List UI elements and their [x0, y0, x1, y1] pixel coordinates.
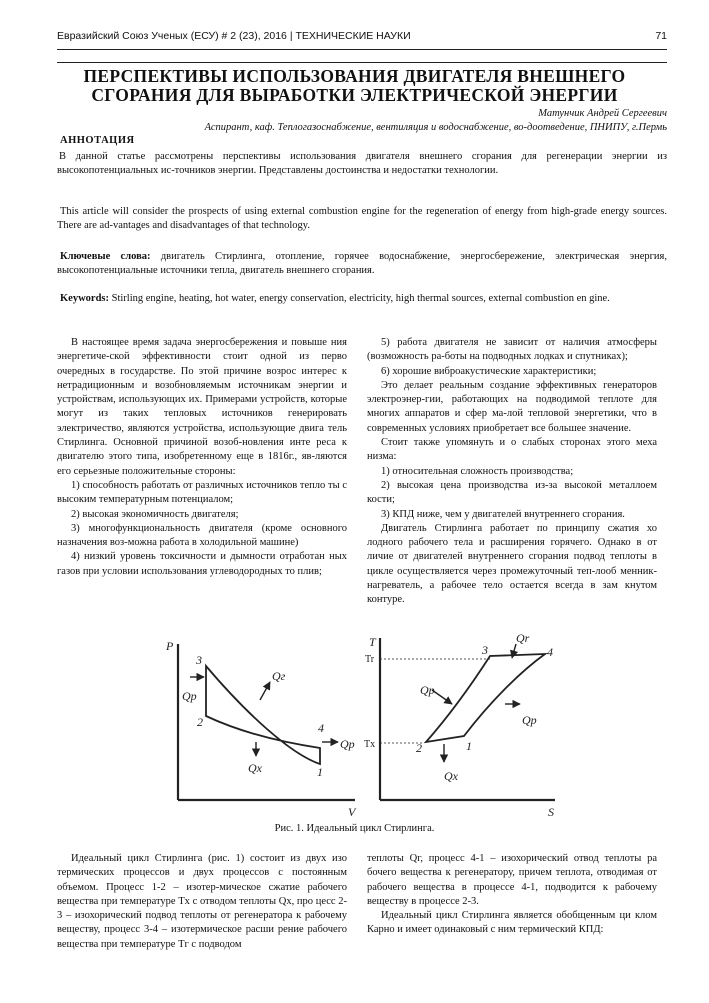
paragraph: Двигатель Стирлинга работает по принципу сжатия хо лодного рабочего тела и расширения горячего. Однако в от личие от двигателей внутреннего сгорания подвод теплоты в цикле осуществляется через промежуточный теп-лооб менник-нагреватель, а рабочее тело остается всегда в зам кнутом контуре.: [367, 522, 657, 606]
list-item: 1) относительная сложность производства;: [381, 465, 574, 477]
list-item: 2) высокая цена производства из-за высокой металлоем кости;: [367, 479, 657, 506]
paragraph: Это делает реальным создание эффективных генераторов электроэнер-гии, работающих на подводимой теплоте для многих аппаратов и сфер ма-лой тепловой энергетики, что в современных условиях приобретает все большее значение.: [367, 379, 657, 434]
pv-label-qp: Qр: [182, 689, 197, 703]
body-right-column: [367, 336, 657, 608]
ts-label-t: T: [369, 635, 376, 649]
author-affiliation: Аспирант, каф. Теплогазоснабжение, вентиляция и водоснабжение, во-доотведение, ПНИПУ, г.Пермь: [204, 122, 667, 133]
pv-point-4: 4: [318, 721, 324, 735]
bottom-right-column: [367, 852, 657, 938]
bottom-left-column: [57, 852, 347, 952]
article-title: ПЕРСПЕКТИВЫ ИСПОЛЬЗОВАНИЯ ДВИГАТЕЛЯ ВНЕШНЕГО СГОРАНИЯ ДЛЯ ВЫРАБОТКИ ЭЛЕКТРИЧЕСКОЙ ЭНЕРГИИ: [83, 66, 626, 105]
title-rule: [57, 62, 667, 63]
keywords-en: Keywords: Stirling engine, heating, hot water, energy conservation, electricity, high thermal sources, external combustion en gine.: [60, 293, 610, 304]
list-item: 3) многофункциональность двигателя (кроме основного назначения воз-можна работа в холодильной машине): [57, 522, 347, 549]
pv-point-1: 1: [317, 765, 323, 779]
pv-cycle: [206, 666, 320, 764]
annotation-heading: АННОТАЦИЯ: [60, 135, 135, 146]
pv-label-qp-out: Qр: [340, 737, 355, 751]
ts-label-qx: Qх: [444, 769, 458, 783]
header-rule: [57, 49, 667, 50]
ts-point-1: 1: [466, 739, 472, 753]
ts-label-qp-out: Qр: [522, 713, 537, 727]
journal-name: Евразийский Союз Ученых (ЕСУ) # 2 (23), 2016 | ТЕХНИЧЕСКИЕ НАУКИ: [57, 30, 411, 42]
body-left-column: [57, 336, 347, 579]
author-name: Матунчик Андрей Сергеевич: [538, 108, 667, 119]
paragraph: Стоит также упомянуть и о слабых сторонах этого меха низма:: [367, 437, 657, 463]
pv-diagram: [165, 639, 357, 819]
ts-label-s: S: [548, 805, 554, 819]
ts-point-3: 3: [482, 643, 488, 657]
ts-label-tx: Tх: [364, 739, 376, 750]
annotation-ru: В данной статье рассмотрены перспективы использования двигателя внешнего сгорания для регенерации энергии из высокопотенциальных ис-точников энергии. Представлены достоинства и недостатки технологии.: [57, 151, 667, 176]
pv-point-3: 3: [196, 653, 202, 667]
running-header: [57, 30, 667, 46]
ts-diagram: [364, 632, 555, 819]
paragraph: В настоящее время задача энергосбережения и повыше ния энергетиче-ской эффективности стоит одной из перво очередных в государстве. По этой причине возрос интерес к нетрадиционным и возобновляемым источникам энергии и устройствам, использующих их. Примерами устройств, которые могут из таких тепловых источников генерировать электричество, являются устройства, использующие двига тель Стирлинга. Основной причиной возоб-новления инте реса к двигателю этого типа, изобретенному еще в 1816г., яв-ляются его серьезные положительные стороны:: [57, 337, 347, 477]
ts-qp-in-arrow: [432, 690, 452, 704]
ts-label-tr: Tr: [365, 654, 375, 665]
annotation-en: This article will consider the prospects of using external combustion engine for the regeneration of energy from high-grade energy sources. There are ad-vantages and disadvantages of that technology.: [57, 206, 667, 231]
paragraph: теплоты Qг, процесс 4-1 – изохорический отвод теплоты ра бочего вещества к регенератору, причем теплота, отводимая от рабочего вещества в процессе 4-1, подводится к рабочему веществу в процессе 2-3.: [367, 853, 657, 907]
pv-label-qx: Qх: [248, 761, 262, 775]
list-item: 5) работа двигателя не зависит от наличия атмосферы (возможность ра-боты на подводных лодках и спутниках);: [367, 337, 657, 363]
list-item: 2) высокая экономичность двигателя;: [71, 508, 239, 520]
ts-point-4: 4: [547, 645, 553, 659]
ts-label-qr: Qr: [516, 632, 530, 645]
figure-caption: Рис. 1. Идеальный цикл Стирлинга.: [274, 823, 435, 834]
page-number: 71: [655, 30, 667, 42]
pv-label-p: P: [166, 639, 174, 653]
pv-qr-arrow: [260, 682, 270, 700]
pv-point-2: 2: [197, 715, 203, 729]
list-item: 1) способность работать от различных источников тепло ты с высоким температурным потенциалом;: [57, 479, 347, 506]
stirling-cycle-figure: [160, 632, 560, 820]
list-item: 3) КПД ниже, чем у двигателей внутреннего сгорания.: [381, 508, 625, 520]
keywords-ru: Ключевые слова: двигатель Стирлинга, отопление, горячее водоснабжение, энергосбережение, электрическая энергия, высокопотенциальные источники тепла, двигатель внешнего сгорания.: [57, 251, 667, 276]
ts-label-qp-in: Qр: [420, 683, 435, 697]
ts-point-2: 2: [416, 741, 422, 755]
list-item: 6) хорошие виброакустические характеристики;: [381, 365, 597, 377]
paragraph: Идеальный цикл Стирлинга является обобщенным ци клом Карно и имеет одинаковый с ним термический КПД:: [367, 910, 657, 936]
list-item: 4) низкий уровень токсичности и дымности отработан ных газов при условии использования углеводородных то плив;: [57, 551, 347, 577]
pv-label-qr: Qг: [272, 669, 286, 683]
pv-label-v: V: [348, 805, 356, 819]
paragraph: Идеальный цикл Стирлинга (рис. 1) состоит из двух изо термических процессов и двух процессов с постоянным объемом. Процесс 1-2 – изотер-мическое сжатие рабочего вещества при температуре Tx с отводом теплоты Qx, про цесс 2-3 – изохорический подвод теплоты от регенератора к рабочему веществу, процесс 3-4 – изотермическое расши рение рабочего вещества при температуре Tг с подводом: [57, 853, 347, 950]
